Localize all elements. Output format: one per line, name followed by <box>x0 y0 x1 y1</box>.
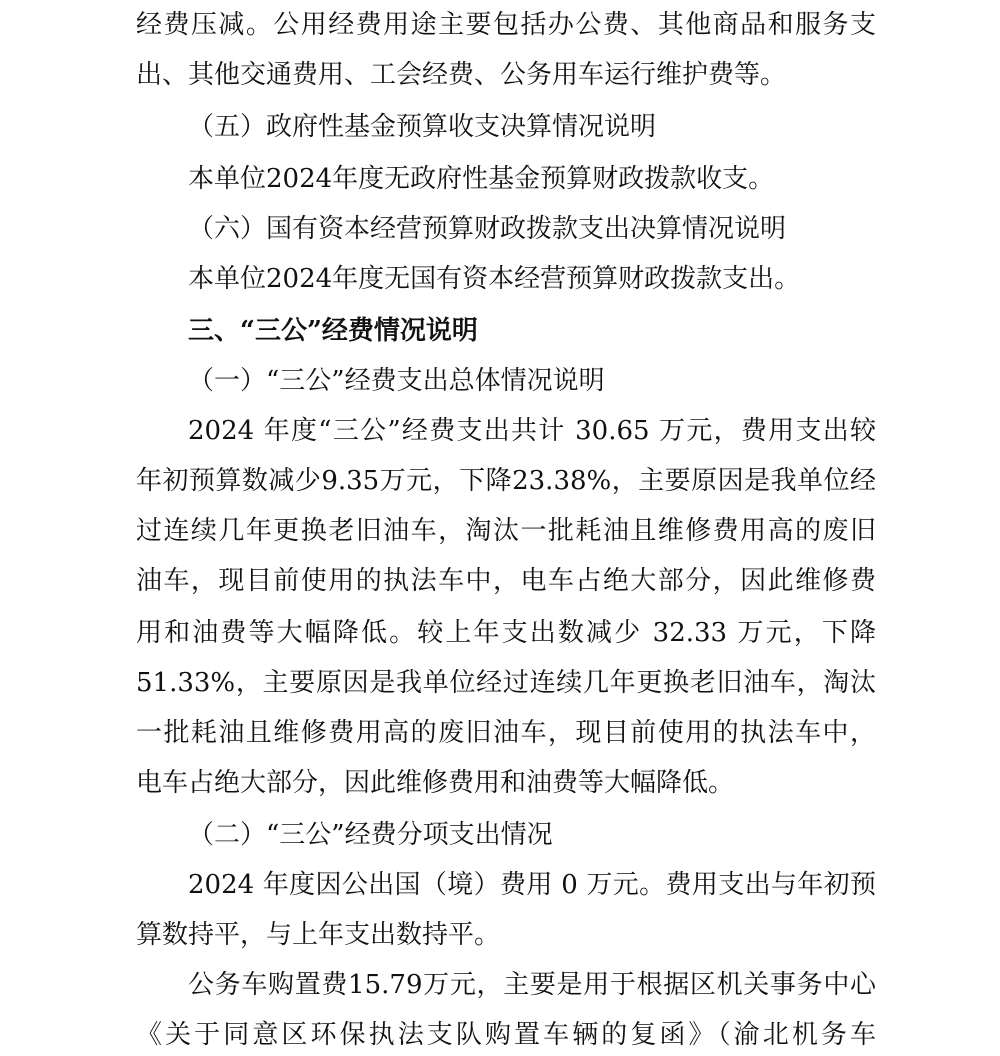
paragraph-line: 电车占绝大部分，因此维修费用和油费等大幅降低。 <box>136 768 735 798</box>
paragraph-line: 2024 年度“三公”经费支出共计 30.65 万元，费用支出较 <box>188 416 876 446</box>
paragraph-line: 用和油费等大幅降低。较上年支出数减少 32.33 万元，下降 <box>136 618 876 648</box>
paragraph-line: 一批耗油且维修费用高的废旧油车，现目前使用的执法车中， <box>136 718 876 748</box>
section-subheading: （一）“三公”经费支出总体情况说明 <box>188 366 605 396</box>
paragraph-line: 本单位2024年度无国有资本经营预算财政拨款支出。 <box>188 264 801 294</box>
section-subheading: （五）政府性基金预算收支决算情况说明 <box>188 112 657 142</box>
section-subheading: （二）“三公”经费分项支出情况 <box>188 820 553 850</box>
paragraph-line: 51.33%，主要原因是我单位经过连续几年更换老旧油车，淘汰 <box>136 668 876 698</box>
paragraph-line: 本单位2024年度无政府性基金预算财政拨款收支。 <box>188 164 775 194</box>
paragraph-line: 《关于同意区环保执法支队购置车辆的复函》（渝北机务车 <box>136 1020 876 1050</box>
paragraph-line: 算数持平，与上年支出数持平。 <box>136 920 501 950</box>
paragraph-line: 经费压减。公用经费用途主要包括办公费、其他商品和服务支 <box>136 10 876 40</box>
section-subheading: （六）国有资本经营预算财政拨款支出决算情况说明 <box>188 214 787 244</box>
paragraph-line: 油车，现目前使用的执法车中，电车占绝大部分，因此维修费 <box>136 566 876 596</box>
paragraph-line: 公务车购置费15.79万元，主要是用于根据区机关事务中心 <box>188 970 876 1000</box>
section-heading: 三、“三公”经费情况说明 <box>188 316 478 346</box>
paragraph-line: 年初预算数减少9.35万元，下降23.38%，主要原因是我单位经 <box>136 466 876 496</box>
paragraph-line: 出、其他交通费用、工会经费、公务用车运行维护费等。 <box>136 60 787 90</box>
paragraph-line: 2024 年度因公出国（境）费用 0 万元。费用支出与年初预 <box>188 870 876 900</box>
paragraph-line: 过连续几年更换老旧油车，淘汰一批耗油且维修费用高的废旧 <box>136 516 876 546</box>
